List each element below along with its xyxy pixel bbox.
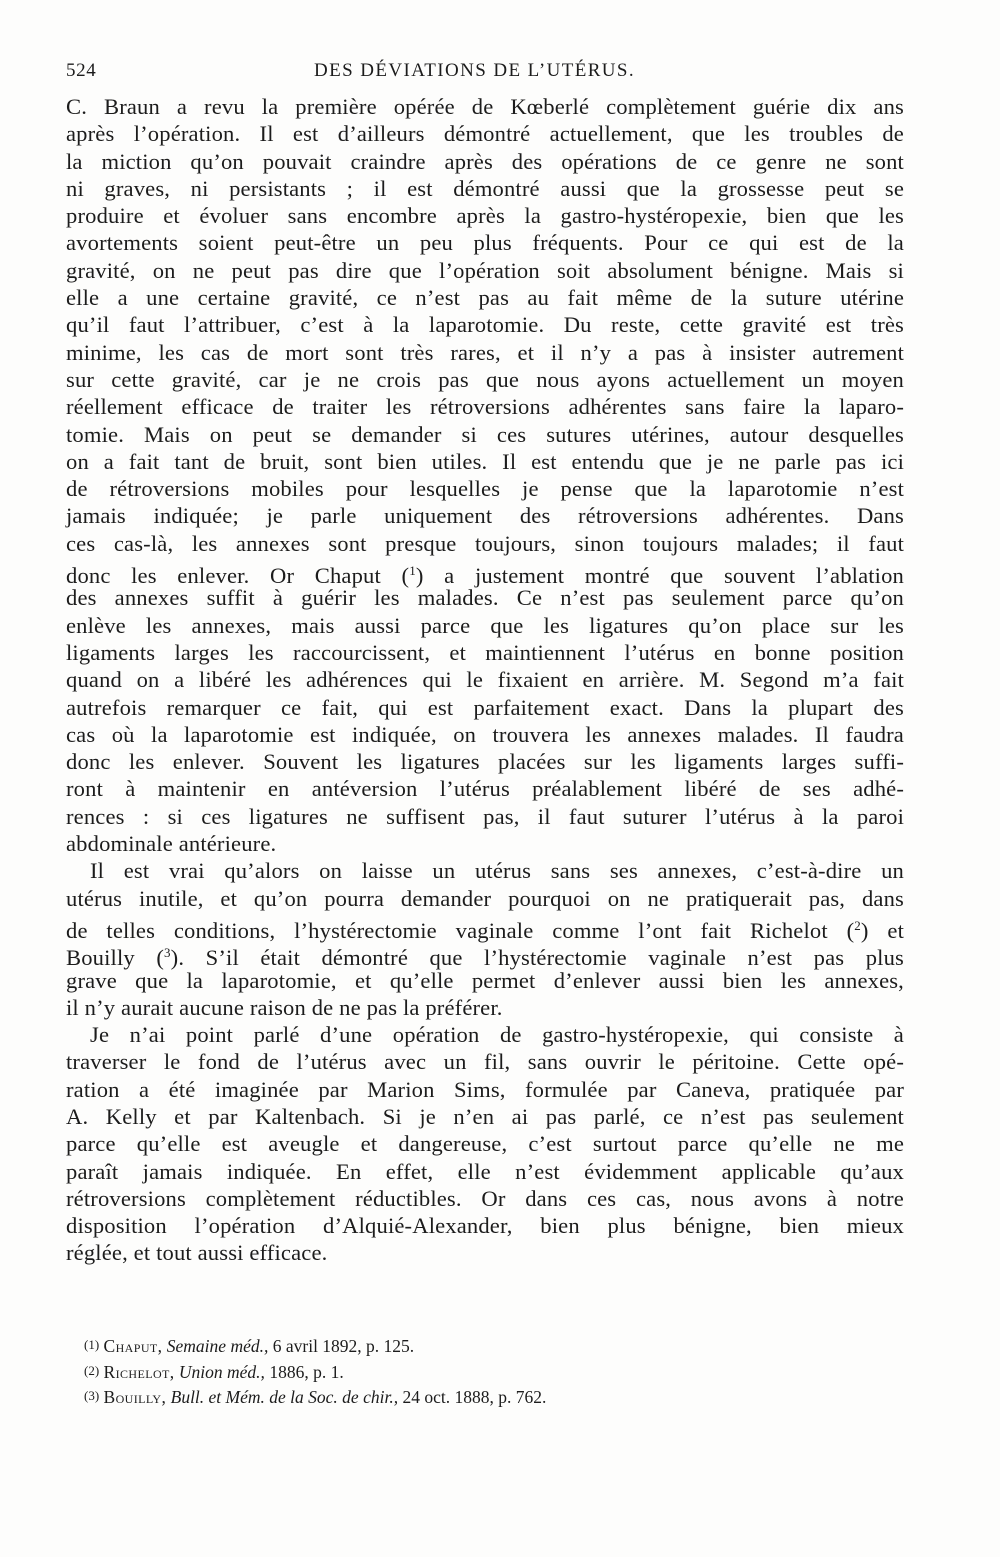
footnote <box>84 1384 844 1410</box>
text-line: C. Braun a revu la première opérée de Kœberlé complètement guérie dix ans <box>66 94 904 119</box>
text-line: des annexes suffit à guérir les malades. Ce n’est pas seulement parce qu’on <box>66 585 904 611</box>
text-line: elle a une certaine gravité, ce n’est pas au fait même de la suture utérine <box>66 285 904 311</box>
text-line: jamais indiquée; je parle uniquement des rétroversions adhérentes. Dans <box>66 503 904 529</box>
footnote-ref[interactable]: 2 <box>854 917 861 933</box>
footnote-author: Chaput, <box>103 1336 163 1356</box>
page-number: 524 <box>66 60 97 81</box>
text-line: cas où la laparotomie est indiquée, on trouvera les annexes malades. Il faudra <box>66 721 904 747</box>
text-line: Je n’ai point parlé d’une opération de gastro-hystéropexie, qui consiste à <box>90 1022 904 1048</box>
text-line: grave que la laparotomie, et qu’elle permet d’enlever aussi bien les annexes, <box>66 967 904 993</box>
text-line: sur cette gravité, car je ne crois pas que nous ayons actuellement un moyen <box>66 366 904 392</box>
text-span: Bouilly ( <box>66 945 165 971</box>
text-line: gravité, on ne peut pas dire que l’opération soit absolument bénigne. Mais si <box>66 257 904 283</box>
text-line: minime, les cas de mort sont très rares, et il n’y a pas à insister autrement <box>66 339 904 365</box>
text-line: la miction qu’on pouvait craindre après des opérations de ce genre ne sont <box>66 148 904 174</box>
text-line: paraît jamais indiquée. En effet, elle n’est évidemment applicable qu’aux <box>66 1158 904 1184</box>
text-line: après l’opération. Il est d’ailleurs démontré actuellement, que les troubles de <box>66 121 904 147</box>
text-line: de rétroversions mobiles pour lesquelles je pense que la laparotomie n’est <box>66 476 904 502</box>
text-line: réellement efficace de traiter les rétroversions adhérentes sans faire la laparo- <box>66 394 904 420</box>
text-line: on a fait tant de bruit, sont bien utiles. Il est entendu que je ne parle pas ici <box>66 448 904 474</box>
text-line: Il est vrai qu’alors on laisse un utérus sans ses annexes, c’est-à-dire un <box>90 858 904 884</box>
running-head: DES DÉVIATIONS DE L’UTÉRUS. <box>314 60 636 81</box>
footnote-mark: (2) <box>84 1362 100 1378</box>
text-span: ). S’il était démontré que l’hystérectomie vaginale n’est pas plus <box>170 945 904 971</box>
text-line: donc les enlever. Souvent les ligatures placées sur les ligaments larges suffi- <box>66 749 904 775</box>
footnote <box>84 1359 844 1385</box>
text-line: ligaments larges les raccourcissent, et maintiennent l’utérus en bonne position <box>66 639 904 665</box>
text-line: traverser le fond de l’utérus avec un fil, sans ouvrir le péritoine. Cette opé- <box>66 1049 904 1075</box>
text-line: il n’y aurait aucune raison de ne pas la préférer. <box>66 994 503 1020</box>
text-line: avortements soient peut-être un peu plus fréquents. Pour ce qui est de la <box>66 230 904 256</box>
text-line: autrefois remarquer ce fait, qui est parfaitement exact. Dans la plupart des <box>66 694 904 720</box>
text-line: ration a été imaginée par Marion Sims, formulée par Caneva, pratiquée par <box>66 1076 904 1102</box>
text-line: produire et évoluer sans encombre après la gastro-hystéropexie, bien que les <box>66 203 904 229</box>
text-span: donc les enlever. Or Chaput ( <box>66 563 410 589</box>
text-line <box>66 557 905 589</box>
footnote <box>84 1333 844 1359</box>
text-line: ront à maintenir en antéversion l’utérus préalablement libéré de ses adhé- <box>66 776 904 802</box>
footnote-ref[interactable]: 1 <box>409 563 416 579</box>
text-line: tomie. Mais on peut se demander si ces sutures utérines, autour desquelles <box>66 421 904 447</box>
text-span: de telles conditions, l’hystérectomie vaginale comme l’ont fait Richelot ( <box>66 917 855 943</box>
footnote-author: Bouilly, <box>103 1387 167 1407</box>
text-line: A. Kelly et par Kaltenbach. Si je n’en ai pas parlé, ce n’est pas seulement <box>66 1103 904 1129</box>
text-line: quand on a libéré les adhérences qui le fixaient en arrière. M. Segond m’a fait <box>66 667 904 693</box>
text-line: enlève les annexes, mais aussi parce que les ligatures qu’on place sur les <box>66 612 904 638</box>
text-line: disposition l’opération d’Alquié-Alexander, bien plus bénigne, bien mieux <box>66 1213 904 1239</box>
text-span: ) et <box>860 917 905 943</box>
body-text <box>66 93 904 1267</box>
text-line: réglée, et tout aussi efficace. <box>66 1240 328 1266</box>
text-line <box>66 912 905 943</box>
text-line: ni graves, ni persistants ; il est démontré aussi que la grossesse peut se <box>66 175 904 201</box>
text-line <box>66 939 904 971</box>
footnote-work: Union méd., <box>178 1361 265 1382</box>
page-header <box>66 60 906 88</box>
text-span: ) a justement montré que souvent l’ablation <box>415 563 905 589</box>
footnote-ref[interactable]: 3 <box>164 945 171 961</box>
footnote-work: Semaine méd., <box>166 1336 269 1356</box>
text-line: rétroversions complètement réductibles. Or dans ces cas, nous avons à notre <box>66 1185 904 1211</box>
text-line: utérus inutile, et qu’on pourra demander pourquoi on ne pratiquerait pas, dans <box>66 885 904 911</box>
footnote-detail: 24 oct. 1888, p. 762. <box>398 1387 547 1407</box>
footnotes <box>84 1333 844 1410</box>
text-line: parce qu’elle est aveugle et dangereuse, c’est surtout parce qu’elle ne me <box>66 1131 904 1157</box>
text-line: abdominale antérieure. <box>66 831 277 857</box>
footnote-detail: 6 avril 1892, p. 125. <box>268 1336 415 1356</box>
footnote-mark: (1) <box>84 1337 100 1352</box>
footnote-mark: (3) <box>84 1388 100 1403</box>
footnote-work: Bull. et Mém. de la Soc. de chir., <box>170 1387 399 1407</box>
text-line: qu’il faut l’attribuer, c’est à la laparotomie. Du reste, cette gravité est très <box>66 312 904 338</box>
text-line: rences : si ces ligatures ne suffisent pas, il faut suturer l’utérus à la paroi <box>66 803 904 829</box>
text-line: ces cas-là, les annexes sont presque toujours, sinon toujours malades; il faut <box>66 530 904 556</box>
footnote-detail: 1886, p. 1. <box>264 1361 344 1382</box>
footnote-author: Richelot, <box>103 1361 175 1382</box>
